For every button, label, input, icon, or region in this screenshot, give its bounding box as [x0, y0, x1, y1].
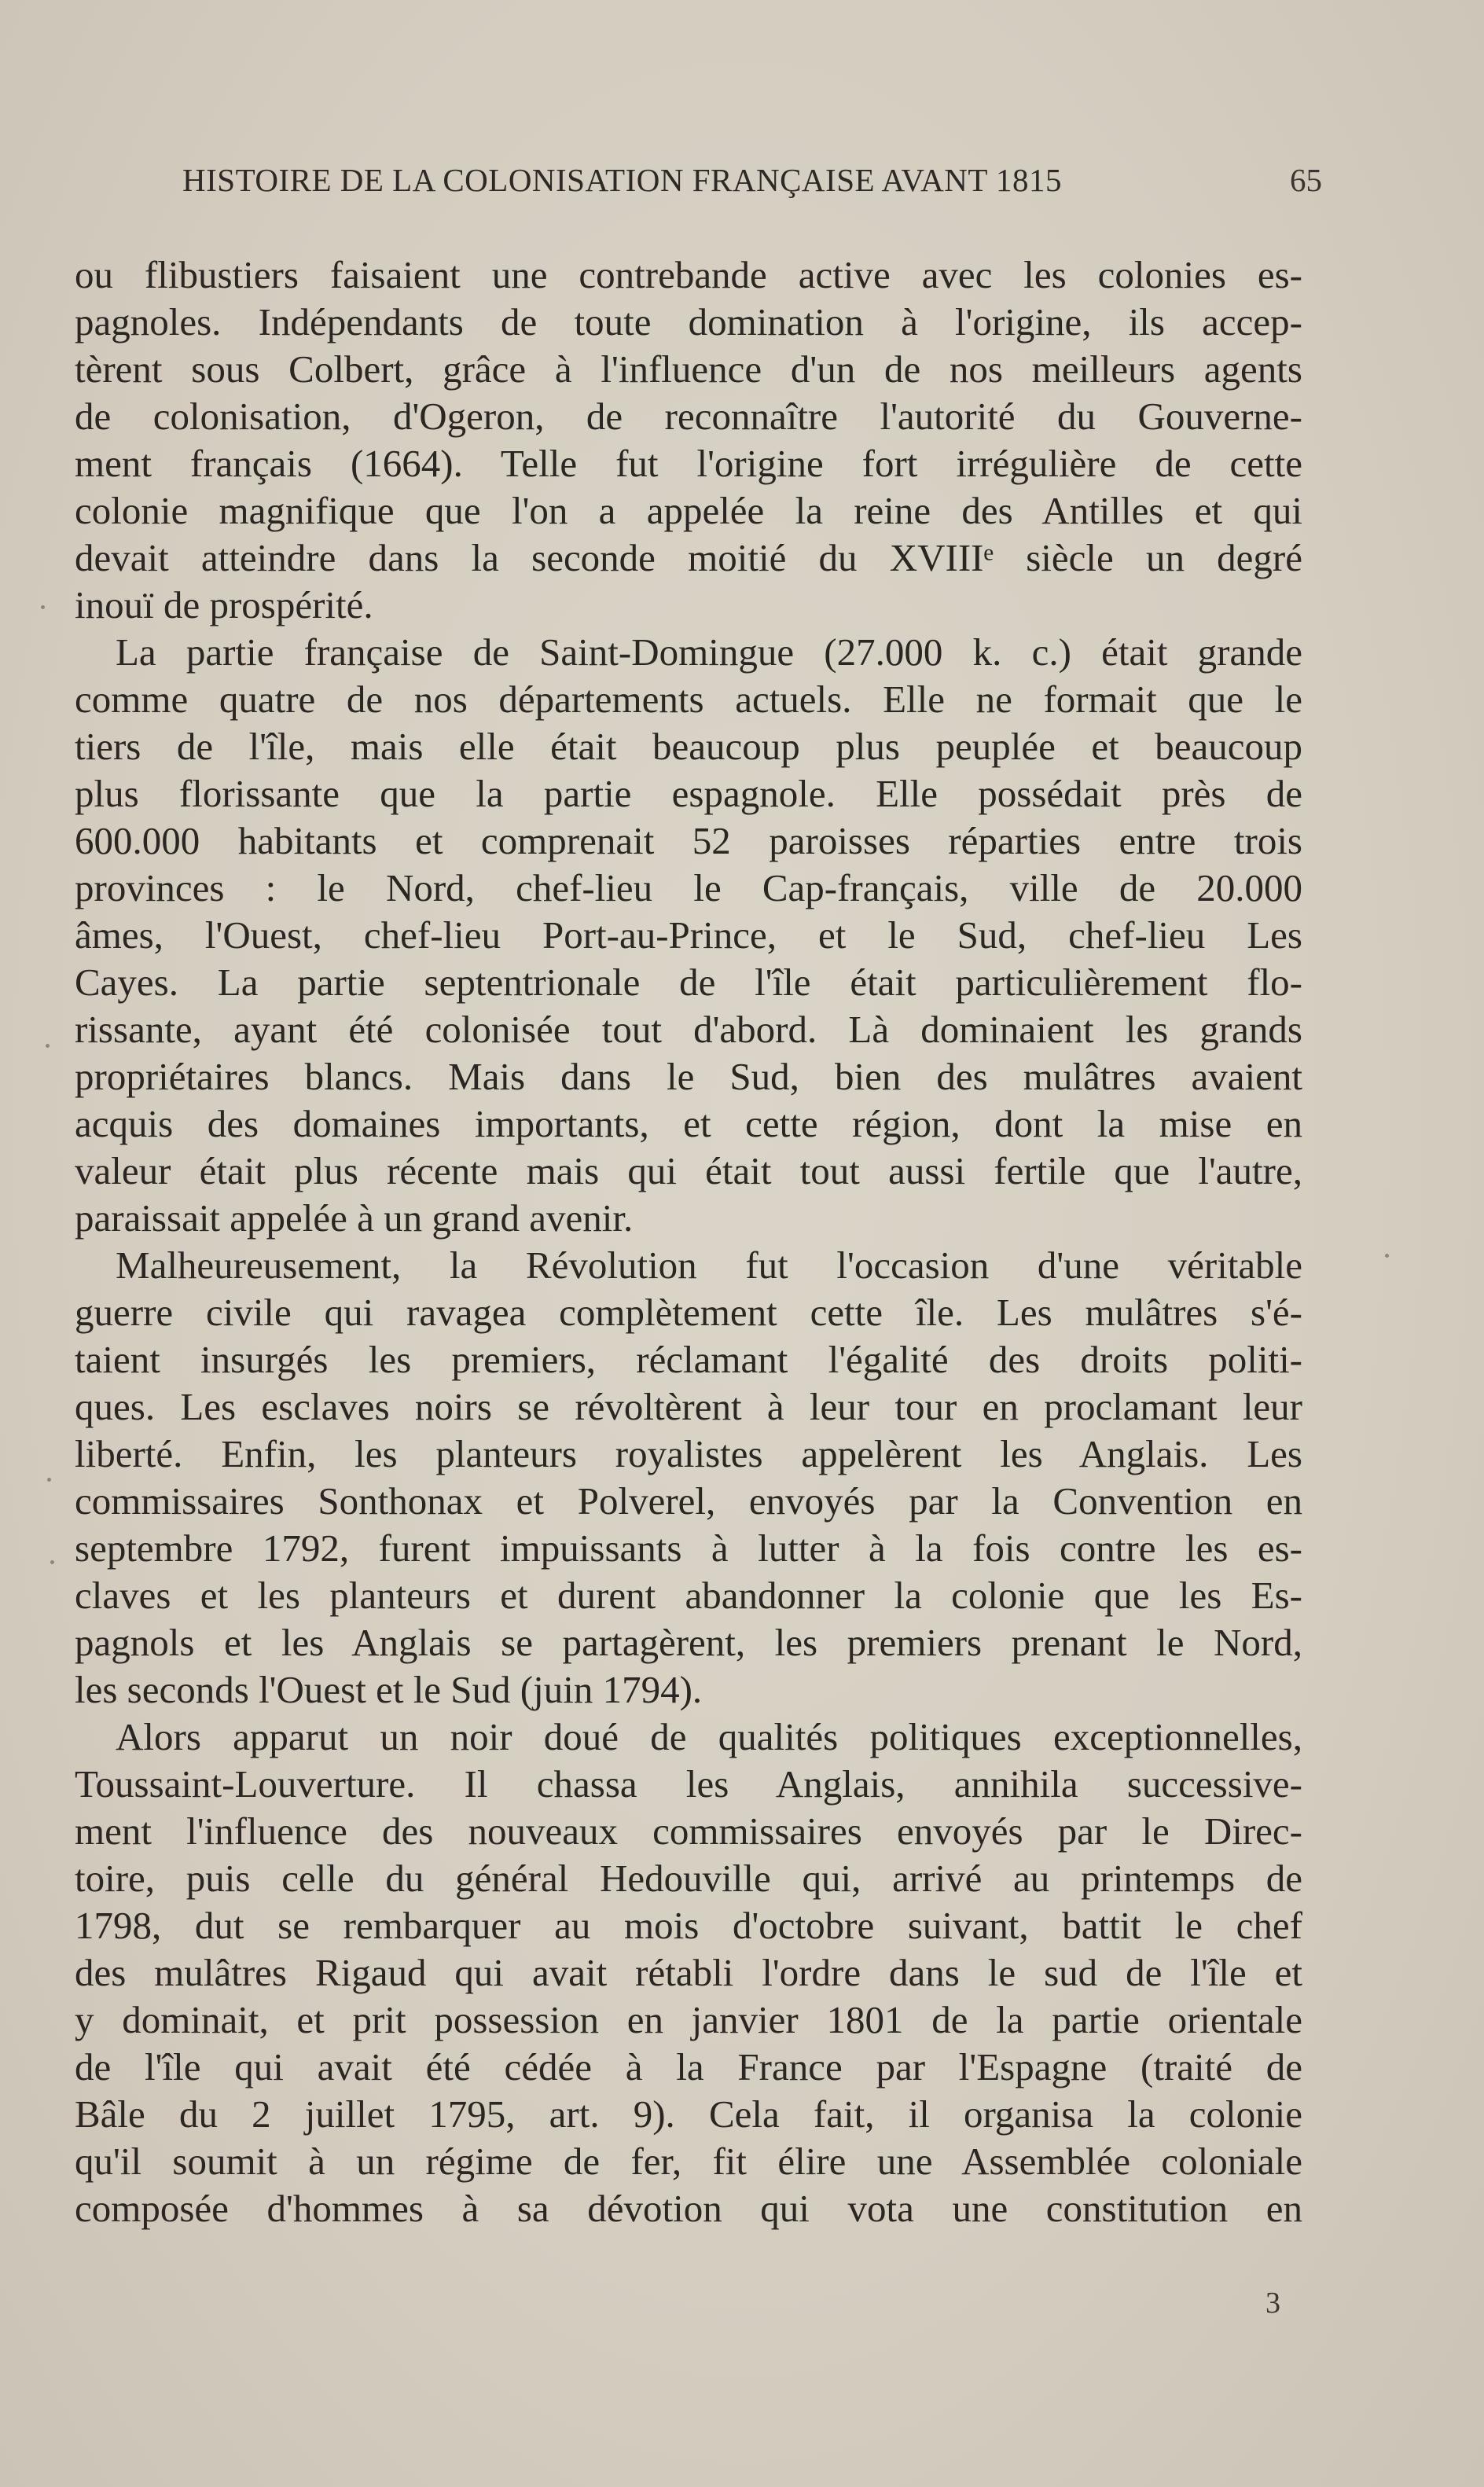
text-line: guerre civile qui ravagea complètement cette île. Les mulâtres s'é-	[75, 1291, 1302, 1334]
paper-speck	[50, 1560, 54, 1564]
text-line: de colonisation, d'Ogeron, de reconnaître l'autorité du Gouverne-	[75, 395, 1302, 438]
signature-mark: 3	[1265, 2287, 1280, 2320]
text-line: les seconds l'Ouest et le Sud (juin 1794).	[75, 1668, 703, 1711]
text-line: ment français (1664). Telle fut l'origine fort irrégulière de cette	[75, 442, 1302, 485]
text-line: colonie magnifique que l'on a appelée la reine des Antilles et qui	[75, 489, 1302, 532]
text-line: qu'il soumit à un régime de fer, fit élire une Assemblée coloniale	[75, 2140, 1302, 2183]
text-line: comme quatre de nos départements actuels. Elle ne formait que le	[75, 678, 1302, 721]
text-line: Cayes. La partie septentrionale de l'île était particulièrement flo-	[75, 961, 1302, 1004]
text-line: de l'île qui avait été cédée à la France par l'Espagne (traité de	[75, 2045, 1302, 2088]
text-line: y dominait, et prit possession en janvier 1801 de la partie orientale	[75, 1998, 1302, 2041]
text-line: paraissait appelée à un grand avenir.	[75, 1196, 634, 1240]
text-line: Toussaint-Louverture. Il chassa les Anglais, annihila successive-	[75, 1762, 1302, 1806]
text-line: inouï de prospérité.	[75, 583, 373, 626]
text-line: plus florissante que la partie espagnole. Elle possédait près de	[75, 772, 1302, 815]
paragraph-start-line: Malheureusement, la Révolution fut l'occasion d'une véritable	[116, 1244, 1302, 1287]
paper-speck	[1385, 1254, 1389, 1258]
text-line: toire, puis celle du général Hedouville qui, arrivé au printemps de	[75, 1857, 1302, 1900]
text-line: Bâle du 2 juillet 1795, art. 9). Cela fait, il organisa la colonie	[75, 2092, 1302, 2136]
page-number: 65	[1290, 162, 1322, 198]
running-header	[182, 161, 1322, 208]
text-line: acquis des domaines importants, et cette région, dont la mise en	[75, 1102, 1302, 1145]
text-line: pagnoles. Indépendants de toute domination à l'origine, ils accep-	[75, 300, 1302, 343]
text-line: 1798, dut se rembarquer au mois d'octobre suivant, battit le chef	[75, 1904, 1302, 1947]
body-text	[75, 252, 1302, 2232]
text-line: tèrent sous Colbert, grâce à l'influence d'un de nos meilleurs agents	[75, 347, 1302, 391]
paper-speck	[47, 1478, 51, 1482]
paper-speck	[41, 605, 45, 609]
text-line: liberté. Enfin, les planteurs royalistes appelèrent les Anglais. Les	[75, 1432, 1302, 1475]
text-line: claves et les planteurs et durent abandonner la colonie que les Es-	[75, 1574, 1302, 1617]
text-line: des mulâtres Rigaud qui avait rétabli l'ordre dans le sud de l'île et	[75, 1951, 1302, 1994]
text-line: ques. Les esclaves noirs se révoltèrent à leur tour en proclamant leur	[75, 1385, 1302, 1428]
text-line: tiers de l'île, mais elle était beaucoup plus peuplée et beaucoup	[75, 725, 1302, 768]
text-line: pagnols et les Anglais se partagèrent, les premiers prenant le Nord,	[75, 1621, 1302, 1664]
text-line: composée d'hommes à sa dévotion qui vota une constitution en	[75, 2187, 1302, 2230]
text-line: rissante, ayant été colonisée tout d'abord. Là dominaient les grands	[75, 1008, 1302, 1051]
paper-speck	[46, 1044, 50, 1048]
text-line: ment l'influence des nouveaux commissaires envoyés par le Direc-	[75, 1809, 1302, 1853]
text-line: taient insurgés les premiers, réclamant l'égalité des droits politi-	[75, 1338, 1302, 1381]
text-line: propriétaires blancs. Mais dans le Sud, bien des mulâtres avaient	[75, 1055, 1302, 1098]
text-line: âmes, l'Ouest, chef-lieu Port-au-Prince, et le Sud, chef-lieu Les	[75, 913, 1302, 957]
text-line: devait atteindre dans la seconde moitié du XVIIIᵉ siècle un degré	[75, 536, 1302, 579]
text-line: commissaires Sonthonax et Polverel, envoyés par la Convention en	[75, 1479, 1302, 1523]
paragraph-start-line: Alors apparut un noir doué de qualités politiques exceptionnelles,	[116, 1715, 1302, 1758]
text-line: ou flibustiers faisaient une contrebande active avec les colonies es-	[75, 253, 1302, 296]
text-line: valeur était plus récente mais qui était tout aussi fertile que l'autre,	[75, 1149, 1302, 1192]
running-title: HISTOIRE DE LA COLONISATION FRANÇAISE AVANT 1815	[182, 162, 1062, 198]
paragraph-start-line: La partie française de Saint-Domingue (27.000 k. c.) était grande	[116, 630, 1302, 674]
text-line: 600.000 habitants et comprenait 52 paroisses réparties entre trois	[75, 819, 1302, 862]
text-line: provinces : le Nord, chef-lieu le Cap-français, ville de 20.000	[75, 866, 1302, 909]
text-line: septembre 1792, furent impuissants à lutter à la fois contre les es-	[75, 1526, 1302, 1570]
